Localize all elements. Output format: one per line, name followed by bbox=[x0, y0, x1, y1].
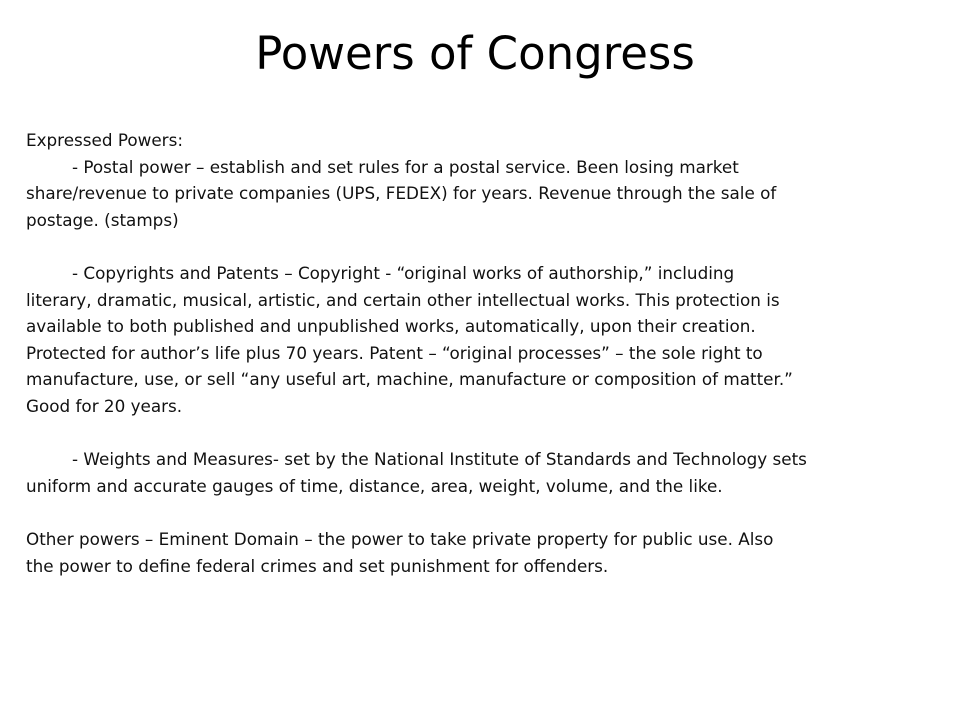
copyrights-patents-line-3: available to both published and unpublished works, automatically, upon their creation. bbox=[26, 316, 756, 337]
other-powers-line-1: Other powers – Eminent Domain – the power to take private property for public use. Also bbox=[26, 528, 774, 549]
postal-power-line-1: - Postal power – establish and set rules for a postal service. Been losing market bbox=[72, 156, 739, 177]
postal-power-line-3: postage. (stamps) bbox=[26, 209, 179, 230]
paragraph-gap bbox=[26, 233, 926, 260]
copyrights-patents-line-1: - Copyrights and Patents – Copyright - “original works of authorship,” including bbox=[72, 262, 735, 283]
copyrights-patents-line-5: manufacture, use, or sell “any useful art, machine, manufacture or composition of matter.” bbox=[26, 369, 793, 390]
postal-power-line-2: share/revenue to private companies (UPS, FEDEX) for years. Revenue through the sale of bbox=[26, 183, 777, 204]
expressed-powers-heading: Expressed Powers: bbox=[26, 130, 183, 150]
paragraph-gap bbox=[26, 420, 926, 447]
other-powers-line-2: the power to define federal crimes and set punishment for offenders. bbox=[26, 555, 609, 576]
slide-title: Powers of Congress bbox=[255, 27, 695, 80]
slide-body bbox=[26, 127, 926, 579]
copyrights-patents-line-6: Good for 20 years. bbox=[26, 395, 183, 416]
copyrights-patents-line-2: literary, dramatic, musical, artistic, and certain other intellectual works. This protection is bbox=[26, 289, 780, 310]
weights-measures-line-2: uniform and accurate gauges of time, distance, area, weight, volume, and the like. bbox=[26, 475, 723, 496]
weights-measures-line-1: - Weights and Measures- set by the National Institute of Standards and Technology sets bbox=[72, 449, 807, 470]
copyrights-patents-line-4: Protected for author’s life plus 70 years. Patent – “original processes” – the sole right to bbox=[26, 342, 763, 363]
paragraph-gap bbox=[26, 499, 926, 526]
